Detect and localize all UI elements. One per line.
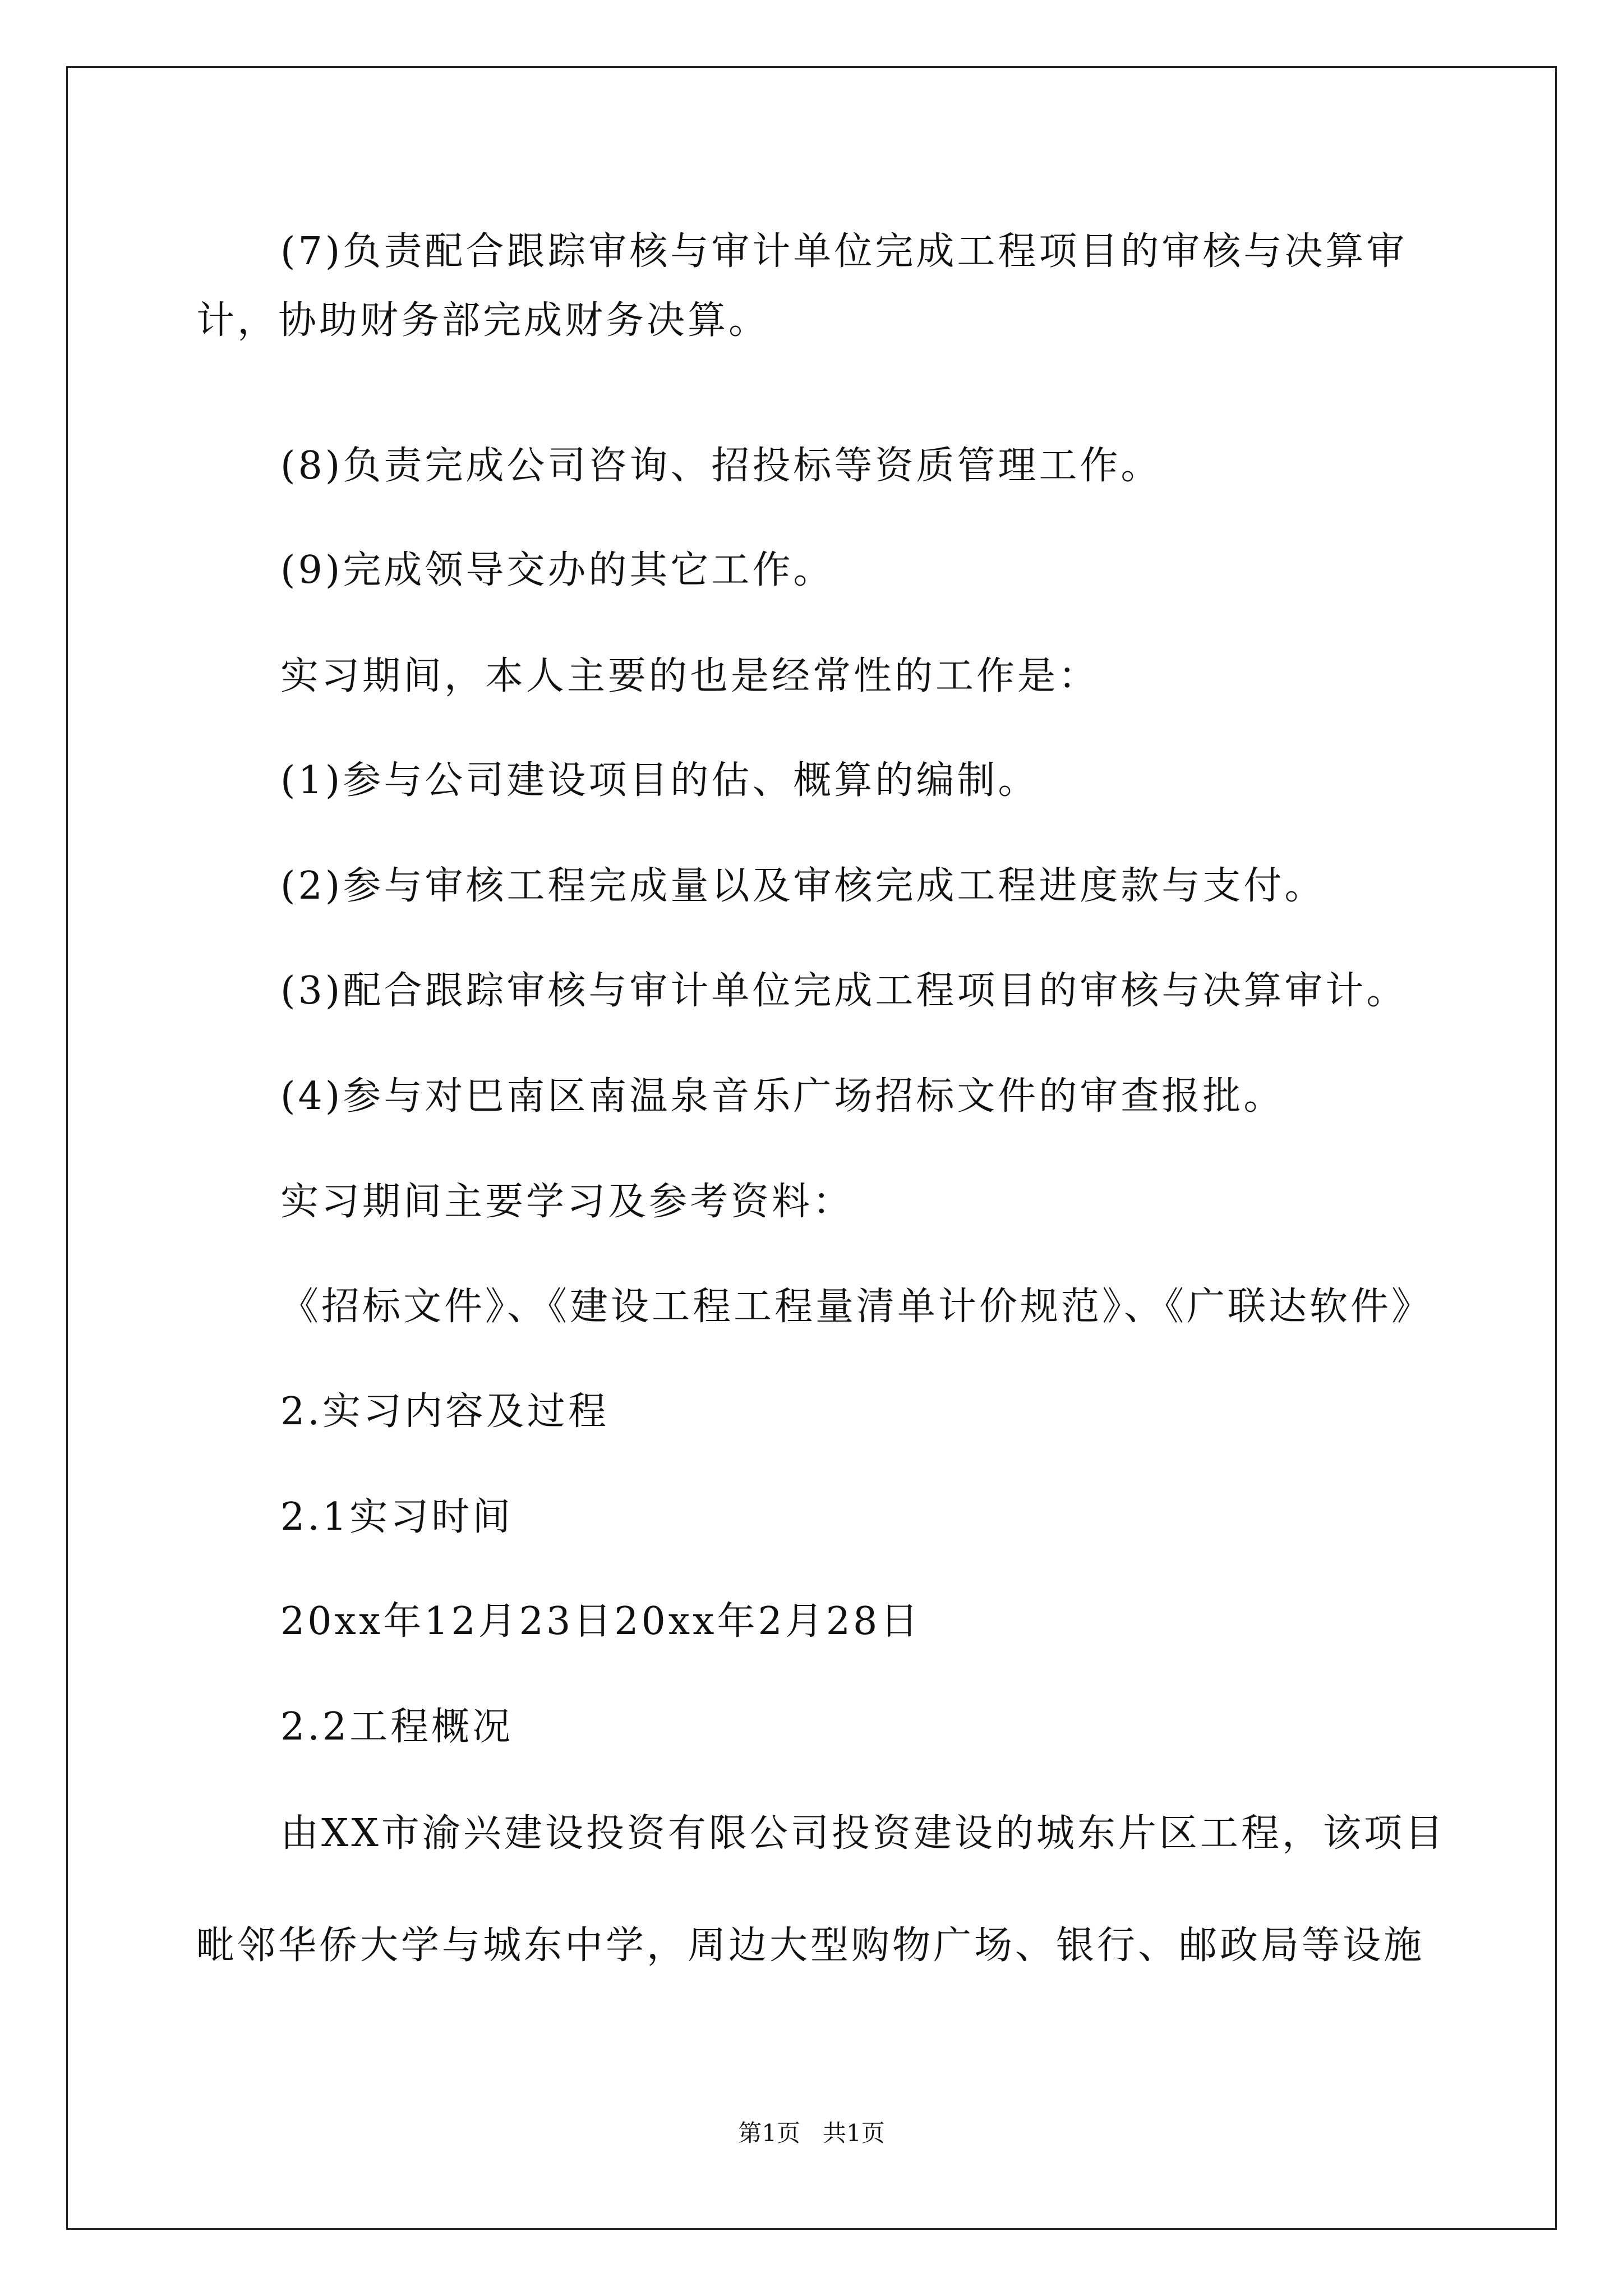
paragraph-line: (2)参与审核工程完成量以及审核完成工程进度款与支付。 (280, 864, 1326, 908)
paragraph-line: 毗邻华侨大学与城东中学，周边大型购物广场、银行、邮政局等设施 (196, 1924, 1425, 1968)
paragraph-line: (3)配合跟踪审核与审计单位完成工程项目的审核与决算审计。 (280, 969, 1408, 1013)
paragraph-line: 实习期间主要学习及参考资料： (280, 1180, 854, 1224)
paragraph-line: 计，协助财务部完成财务决算。 (196, 298, 770, 343)
section-heading: 2.实习内容及过程 (280, 1389, 609, 1434)
section-heading: 2.2工程概况 (280, 1705, 514, 1749)
page-footer: 第1页 共1页 (738, 2119, 885, 2147)
paragraph-line: (8)负责完成公司咨询、招投标等资质管理工作。 (280, 444, 1162, 488)
paragraph-line: 实习期间，本人主要的也是经常性的工作是： (280, 654, 1100, 698)
paragraph-line: (4)参与对巴南区南温泉音乐广场招标文件的审查报批。 (280, 1074, 1285, 1119)
paragraph-line: (9)完成领导交办的其它工作。 (280, 548, 834, 592)
paragraph-line: 《招标文件》、《建设工程工程量清单计价规范》、《广联达软件》 (280, 1285, 1433, 1329)
paragraph-line: 20xx年12月23日20xx年2月28日 (280, 1599, 921, 1644)
page-border (66, 66, 1557, 2230)
paragraph-line: (1)参与公司建设项目的估、概算的编制。 (280, 758, 1039, 803)
section-heading: 2.1实习时间 (280, 1495, 514, 1539)
paragraph-line: 由XX市渝兴建设投资有限公司投资建设的城东片区工程，该项目 (280, 1811, 1446, 1856)
paragraph-line: (7)负责配合跟踪审核与审计单位完成工程项目的审核与决算审 (280, 229, 1408, 274)
